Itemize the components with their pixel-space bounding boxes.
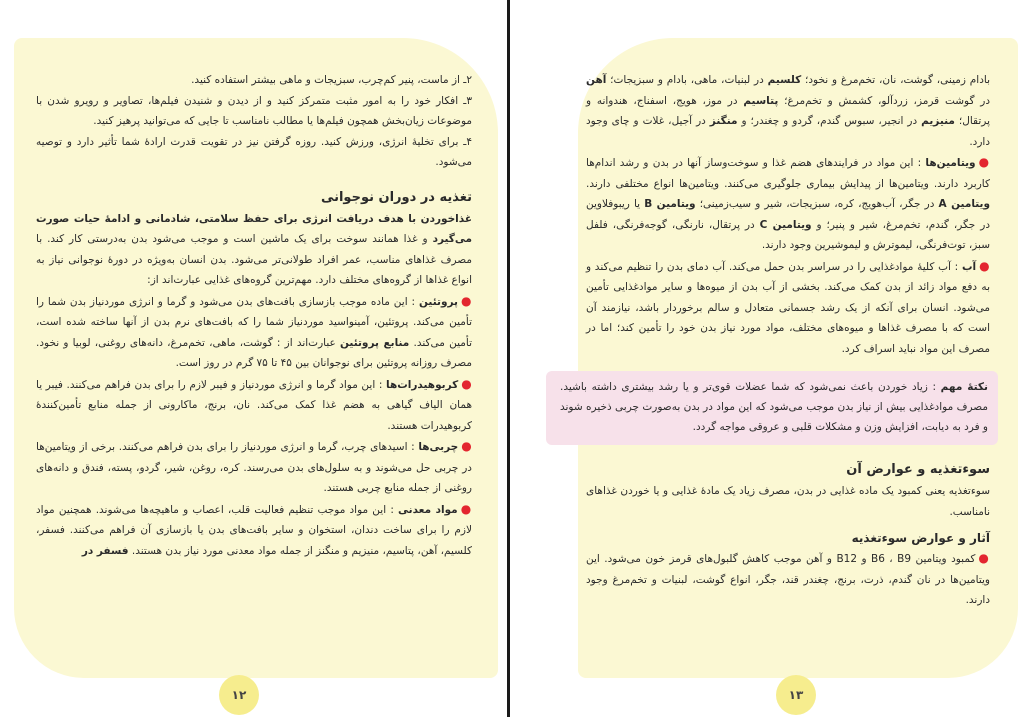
- water-paragraph: [586, 256, 990, 360]
- bullet-icon: ●: [460, 501, 472, 516]
- note-label: نکتهٔ مهم: [940, 381, 988, 393]
- vitamins-text-4: در پرتقال، نارنگی، گوجه‌فرنگی، فلفل سبز، توت‌فرنگی، لیموترش و لیموشیرین وجود دارند.: [586, 218, 990, 251]
- vitamins-paragraph: [586, 152, 990, 256]
- phosphorus-label: فسفر در: [81, 544, 129, 557]
- malnutrition-paragraph: سوءتغذیه یعنی کمبود یک ماده غذایی در بدن، مصرف زیاد یک مادهٔ غذایی و یا خوردن غذاهای نامناسب.: [586, 485, 990, 518]
- section-title: تغذیه در دوران نوجوانی: [320, 189, 472, 205]
- bullet-icon: ●: [978, 551, 990, 565]
- sources-text-5: در انجیر، سبوس گندم، گردو و چغندر؛ و: [737, 115, 922, 127]
- list-item-4: ۴ـ برای تخلیهٔ انرژی، ورزش کنید. روزه گرفتن نیز در تقویت قدرت ارادهٔ شما تأثیر دارد و توصیه می‌شود.: [36, 135, 472, 168]
- magnesium-label: منیزیم: [921, 115, 955, 127]
- bullet-icon: ●: [461, 376, 472, 391]
- vitamins-text-2: در جگر، آب‌هویج، کره، سبزیجات، شیر و سیب‌زمینی؛: [695, 198, 939, 210]
- fat-text: : اسیدهای چرب، گرما و انرژی موردنیاز را برای بدن فراهم می‌کنند. برخی از ویتامین‌ها در چربی حل می‌شوند و به سلول‌های بدن می‌رسند. کره، روغن، شیر، گردو، پسته، فندق و دانه‌های روغنی از جمله منابع چربی هستند.: [36, 441, 472, 494]
- effects-text: کمبود ویتامین B6 ، B9 و B12 و آهن موجب کاهش گلبول‌های قرمز خون می‌شود. این ویتامین‌ها در نان گندم، ذرت، برنج، چغندر قند، جگر، انواع گوشت، لبنیات و تخم‌مرغ وجود دارند.: [586, 553, 990, 606]
- bullet-icon: ●: [978, 155, 990, 169]
- bullet-icon: ●: [461, 439, 472, 453]
- effects-title: آثار و عوارض سوءتغذیه: [851, 531, 990, 545]
- effects-paragraph: [586, 548, 990, 611]
- fat-paragraph: [36, 436, 472, 499]
- iron-label: آهن: [586, 74, 607, 86]
- right-page-content: [560, 70, 991, 611]
- vitamin-b-label: ویتامین B: [644, 198, 696, 210]
- protein-sources-label: منابع پروتئین: [339, 336, 410, 349]
- protein-text: : این ماده موجب بازسازی بافت‌های بدن می‌شود و گرما و انرژی موردنیاز بدن شما را تأمین می‌کند. پروتئین، آمینواسید موردنیاز شما را که بافت‌های نرم بدن از آنها ساخته شده است، تأمین می‌کند.: [36, 295, 472, 349]
- right-page: [560, 38, 1018, 702]
- water-text: : آب کلیهٔ موادغذایی را در سراسر بدن حمل می‌کند. آب دمای بدن را تنظیم می‌کند و به دفع مواد زائد از بدن کمک می‌کند. بخشی از آب بدن از میوه‌ها و سایر موادغذایی تأمین می‌شود. انسان برای آنکه از یک رشد جسمانی متعادل و سالم برخوردار باشد، نیازمند آن است که با مصرف غذاها و میوه‌های مختلف، مواد مورد نیاز بدن خود را تأمین کند؛ اما در مصرف این مواد نباید اسراف کرد.: [586, 260, 990, 355]
- protein-paragraph: [36, 291, 472, 374]
- list-item-2: ۲ـ از ماست، پنیر کم‌چرب، سبزیجات و ماهی بیشتر استفاده کنید.: [191, 74, 472, 86]
- protein-label: پروتئین: [418, 295, 458, 308]
- sources-text-3: در گوشت قرمز، زردآلو، کشمش و تخم‌مرغ؛: [778, 94, 990, 107]
- vitamin-a-label: ویتامین A: [938, 198, 991, 210]
- vitamin-c-label: ویتامین C: [759, 218, 812, 231]
- protein-text-2: عبارت‌اند از : گوشت، ماهی، تخم‌مرغ، دانه‌های روغنی، لوبیا و نخود. مصرف روزانه پروتئین برای نوجوانان بین ۴۵ تا ۷۵ گرم در روز است.: [36, 336, 472, 369]
- mineral-label: مواد معدنی: [398, 503, 458, 516]
- sources-text-4: در موز، هویج، اسفناج، هندوانه و پرتقال؛: [586, 94, 990, 127]
- intro-text: و غذا همانند سوخت برای یک ماشین است و موجب می‌شود بدن به‌درستی کار کند. با مصرف غذاهای مناسب، عمر افراد طولانی‌تر می‌شود. بدن انسان به‌ویژه در دورهٔ نوجوانی نیاز به انواع غذاها از گروه‌های مختلف دارد. مهم‌ترین گروه‌های غذایی عبارت‌اند از:: [36, 233, 472, 286]
- list-item-3: ۳ـ افکار خود را به امور مثبت متمرکز کنید و از دیدن و شنیدن فیلم‌ها، تصاویر و رویرو شدن با موضوعات زیان‌بخش همچون فیلم‌ها یا مطالب نامناسب تا جایی که می‌توانید پرهیز کنید.: [36, 94, 472, 127]
- carb-text: : این مواد گرما و انرژی موردنیاز و فیبر لازم را برای بدن فراهم می‌کنند. فیبر یا همان الیاف گیاهی به هضم غذا کمک می‌کند. نان، برنج، ماکارونی از جمله منابع تأمین‌کنندهٔ کربوهیدرات هستند.: [36, 378, 472, 432]
- bullet-icon: ●: [460, 293, 472, 308]
- calcium-label: کلسیم: [767, 74, 802, 86]
- mineral-paragraph: [36, 499, 472, 562]
- carb-paragraph: [36, 374, 472, 437]
- mineral-text: : این مواد موجب تنظیم فعالیت قلب، اعصاب و ماهیچه‌ها می‌شوند. همچنین مواد لازم را برای ساخت دندان، استخوان و سایر بافت‌های بدن یا بازسازی آن فراهم می‌کنند. فسفر، کلسیم، آهن، پتاسیم، منیزیم و منگنز از جمله مواد معدنی مورد نیاز بدن هستند.: [36, 503, 472, 557]
- left-page-content: [36, 70, 472, 561]
- sources-text-6: در آجیل، غلات و چای وجود دارد.: [586, 115, 990, 148]
- sources-text-2: در لبنیات، ماهی، بادام و سبزیجات؛: [606, 74, 768, 86]
- note-text: : زیاد خوردن باعث نمی‌شود که شما عضلات قوی‌تر و یا رشد بیشتری داشته باشید. مصرف موادغذایی بیش از نیاز بدن موجب می‌شود که این مواد در بدن به‌صورت چربی ذخیره شوند و فرد به دیابت، افزایش وزن و مشکلات قلبی و عروقی مواجه گردد.: [560, 381, 988, 433]
- manganese-label: منگنز: [709, 115, 738, 127]
- left-page: [14, 38, 498, 702]
- important-note-box: [546, 371, 998, 445]
- malnutrition-title: سوءتغذیه و عوارض آن: [846, 462, 990, 477]
- water-label: آب: [961, 260, 977, 273]
- page-number-13: ۱۳: [776, 675, 816, 715]
- intro-bold-text: غذاخوردن با هدف دریافت انرژی برای حفظ سلامتی، شادمانی و ادامهٔ حیات صورت می‌گیرد: [36, 212, 472, 245]
- vitamins-label: ویتامین‌ها: [925, 157, 976, 169]
- intro-paragraph: [36, 209, 472, 291]
- potassium-label: پتاسیم: [743, 94, 779, 107]
- vitamins-text-3: یا ریبوفلاوین در جگر، گندم، تخم‌مرغ، شیر و پنیر؛ و: [586, 198, 990, 231]
- minerals-sources-paragraph: [586, 70, 990, 152]
- book-spine-divider: [507, 0, 510, 717]
- carb-label: کربوهیدرات‌ها: [386, 378, 459, 391]
- fat-label: چربی‌ها: [418, 441, 459, 453]
- sources-text-1: بادام زمینی، گوشت، نان، تخم‌مرغ و نخود؛: [801, 74, 990, 86]
- vitamins-text-1: : این مواد در فرایندهای هضم غذا و سوخت‌وساز آنها در بدن و رشد اندام‌ها کاربرد دارند. ویتامین‌ها از پیدایش بیماری جلوگیری می‌کنند. ویتامین‌ها انواع مختلفی دارند.: [586, 157, 990, 190]
- bullet-icon: ●: [979, 258, 990, 273]
- page-number-12: ۱۲: [219, 675, 259, 715]
